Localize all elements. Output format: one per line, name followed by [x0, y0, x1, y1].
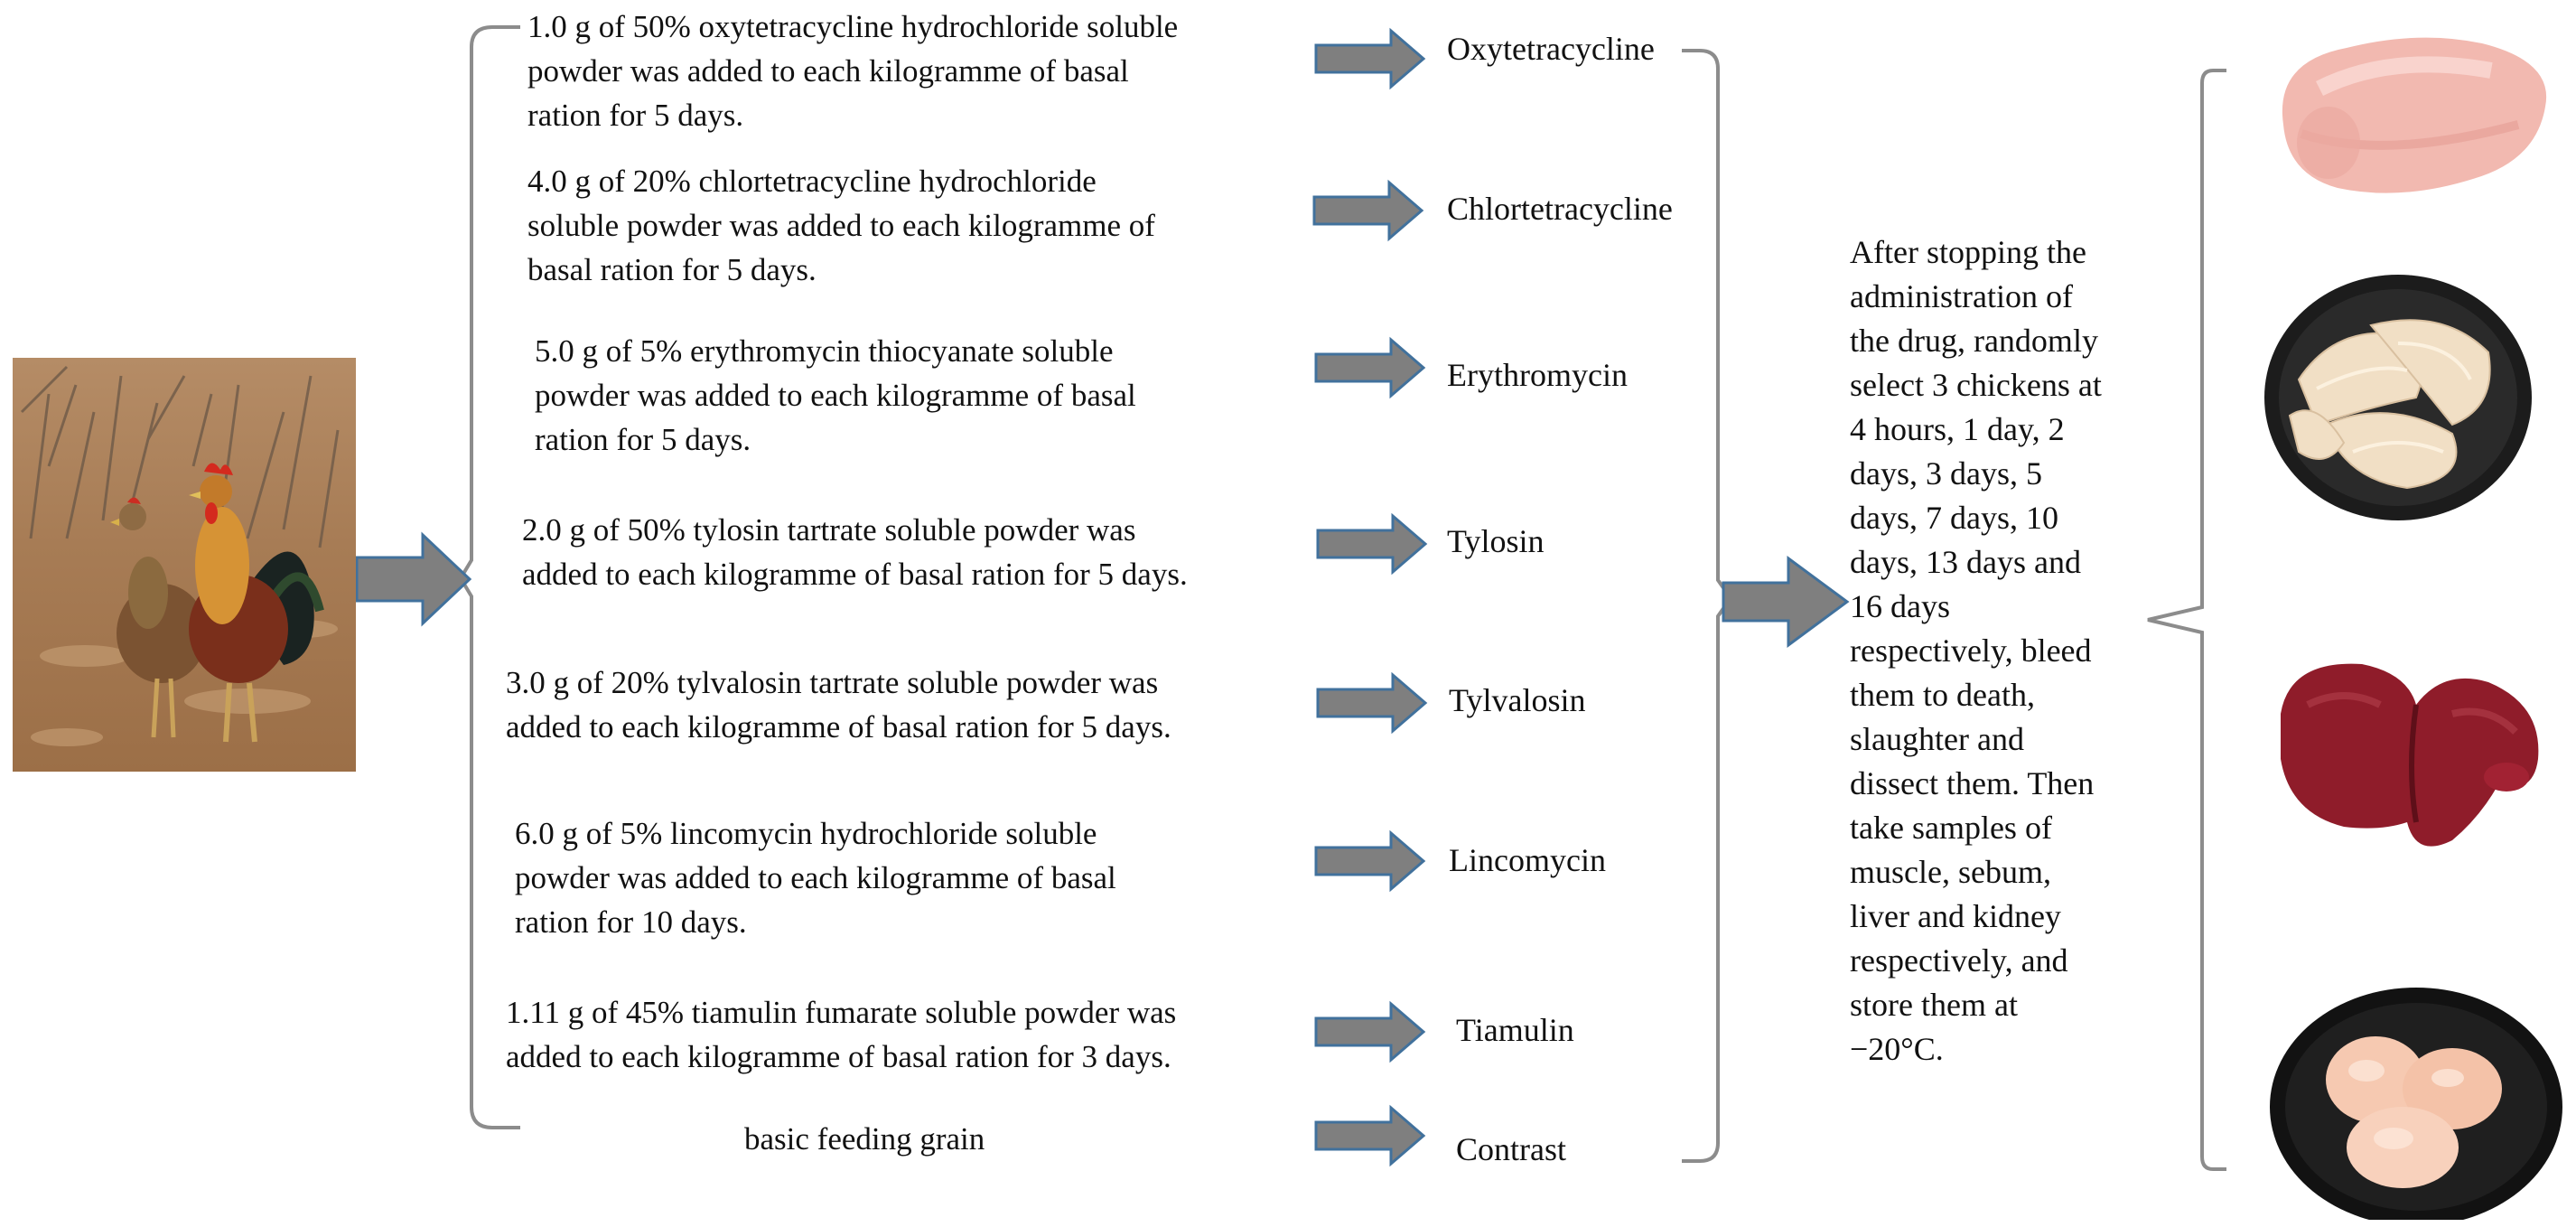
chickens-to-treatments-arrow: [357, 535, 470, 623]
treatment-arrow-tylvalosin: [1318, 675, 1425, 731]
treatment-arrow-tylosin: [1318, 516, 1425, 572]
treatment-arrow-contrast: [1316, 1108, 1423, 1164]
treatment-arrow-tiamulin: [1316, 1004, 1423, 1060]
kidney-photo: [2267, 980, 2565, 1220]
treatment-description-oxytetracycline: 1.0 g of 50% oxytetracycline hydrochloride soluble powder was added to each kilogramme of basal ration for 5 days.: [527, 9, 1179, 133]
samples-bracket: [2148, 70, 2226, 1169]
drug-name-lincomycin: Lincomycin: [1449, 842, 1606, 878]
treatment-description-contrast: basic feeding grain: [744, 1121, 985, 1157]
drug-name-tiamulin: Tiamulin: [1456, 1012, 1574, 1048]
sebum-photo: [2263, 271, 2534, 524]
drugs-to-sampling-arrow: [1723, 558, 1847, 645]
treatment-description-erythromycin: 5.0 g of 5% erythromycin thiocyanate soluble powder was added to each kilogramme of basal ration for 5 days.: [535, 333, 1136, 457]
treatment-arrow-oxytetracycline: [1316, 31, 1423, 87]
drug-name-tylosin: Tylosin: [1447, 523, 1545, 559]
treatment-arrow-chlortetracycline: [1314, 183, 1422, 239]
muscle-photo: [2265, 25, 2563, 206]
drug-name-erythromycin: Erythromycin: [1447, 357, 1628, 393]
treatment-description-lincomycin: 6.0 g of 5% lincomycin hydrochloride soluble powder was added to each kilogramme of basal ration for 10 days.: [515, 816, 1116, 940]
treatment-arrow-erythromycin: [1316, 340, 1423, 396]
sampling-procedure-text: After stopping the administration of the drug, randomly select 3 chickens at 4 hours, 1 day, 2 days, 3 days, 5 days, 7 days, 10 days, 13 days and 16 days respectively, bleed them to death, slaughter and dissect them. Then take samples of muscle, sebum, liver and kidney respectively, and store them at −20°C.: [1850, 234, 2102, 1067]
treatment-description-tylosin: 2.0 g of 50% tylosin tartrate soluble powder was added to each kilogramme of basal ration for 5 days.: [522, 512, 1188, 592]
drug-name-oxytetracycline: Oxytetracycline: [1447, 31, 1655, 67]
treatment-description-chlortetracycline: 4.0 g of 20% chlortetracycline hydrochloride soluble powder was added to each kilogramme of basal ration for 5 days.: [527, 164, 1155, 287]
drug-name-contrast: Contrast: [1456, 1131, 1566, 1167]
treatment-description-tiamulin: 1.11 g of 45% tiamulin fumarate soluble powder was added to each kilogramme of basal ration for 3 days.: [506, 995, 1177, 1074]
drug-name-chlortetracycline: Chlortetracycline: [1447, 191, 1673, 227]
drug-name-tylvalosin: Tylvalosin: [1449, 682, 1586, 718]
treatment-arrow-lincomycin: [1316, 833, 1423, 889]
treatment-description-tylvalosin: 3.0 g of 20% tylvalosin tartrate soluble powder was added to each kilogramme of basal ration for 5 days.: [506, 665, 1171, 745]
chickens-photo: [13, 358, 356, 772]
liver-photo: [2272, 651, 2552, 863]
